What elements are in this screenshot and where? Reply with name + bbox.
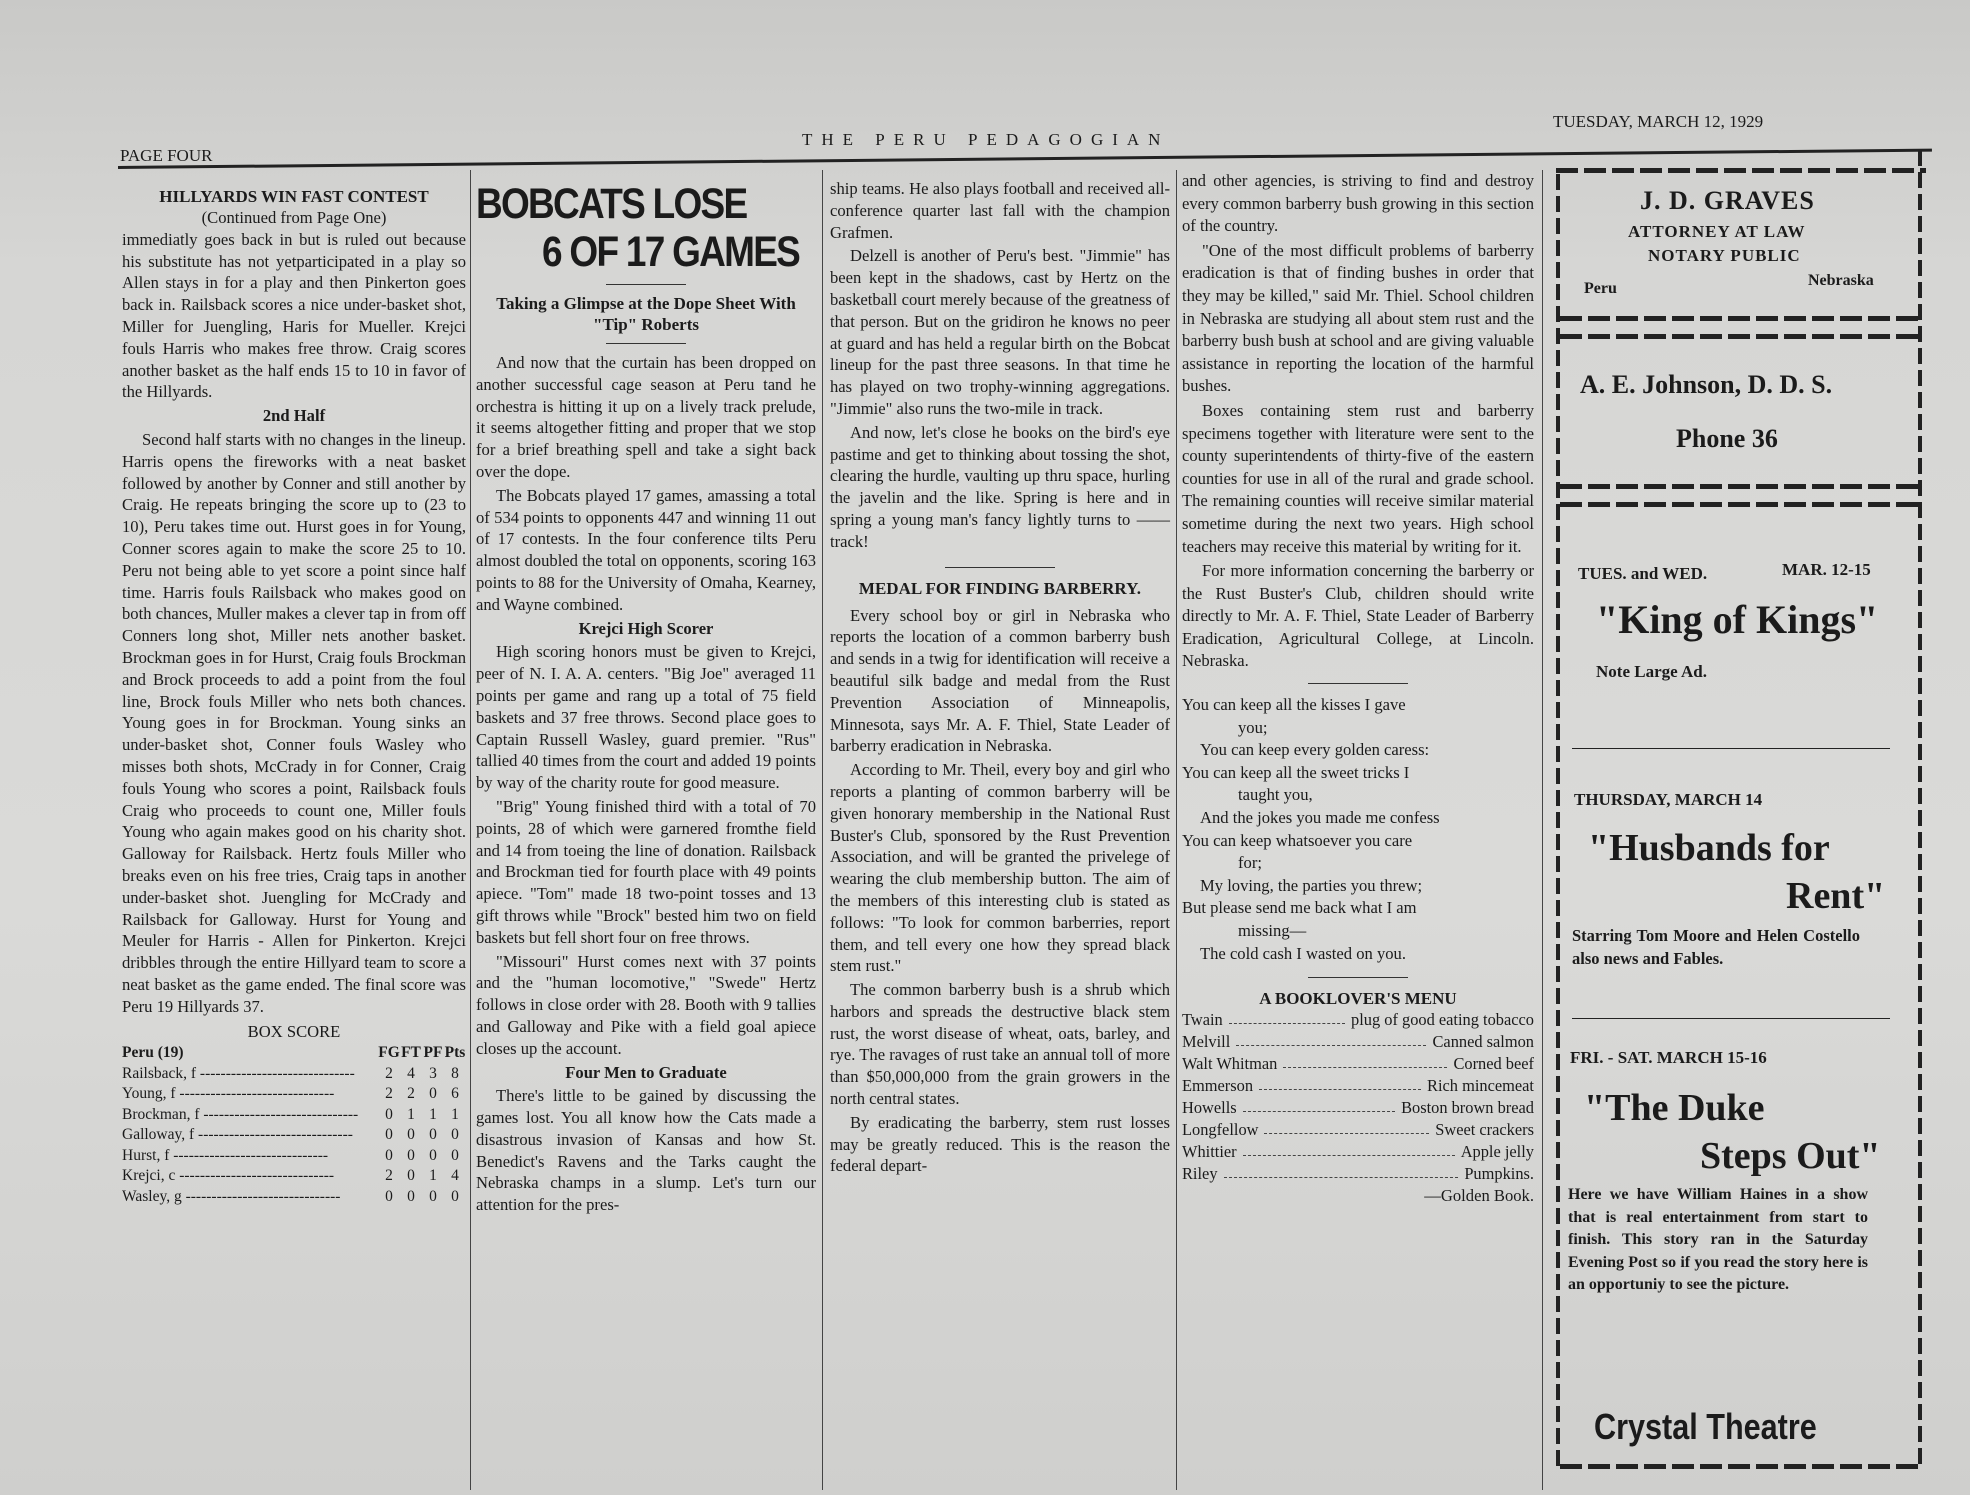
header-rule [118, 149, 1932, 169]
article-paragraph: For more information concerning the barberry or the Rust Buster's Club, children should write directly to Mr. A. F. Thiel, State Leader of Barberry Eradication, Agricultural College, at Lincoln. Nebraska. [1182, 561, 1534, 671]
stat-cell: 1 [407, 1105, 415, 1123]
poem-line: The cold cash I wasted on you. [1200, 943, 1406, 963]
poem-line: And the jokes you made me confess [1200, 808, 1440, 828]
movie-2-title-a: "Husbands for [1588, 827, 1830, 869]
poem-line: You can keep all the kisses I gave [1182, 695, 1406, 715]
ad-divider [1560, 334, 1918, 339]
ad-border-left [1556, 174, 1560, 1470]
menu-author: Riley [1182, 1164, 1218, 1184]
poem [1182, 694, 1534, 965]
stat-cell: 1 [429, 1105, 437, 1123]
stat-cell: 0 [407, 1187, 415, 1205]
graves-line-1: ATTORNEY AT LAW [1628, 222, 1806, 241]
menu-food: plug of good eating tobacco [1351, 1010, 1534, 1030]
masthead: THE PERU PEDAGOGIAN [802, 130, 1170, 149]
leader-dots [1224, 1163, 1459, 1178]
movie-3-title-a: "The Duke [1584, 1087, 1765, 1129]
movie-1-note: Note Large Ad. [1596, 662, 1707, 681]
player-name: Galloway, f ------------------------------ [122, 1126, 353, 1144]
divider [1308, 683, 1408, 684]
box-score-row [122, 1105, 466, 1126]
article-paragraph: Delzell is another of Peru's best. "Jimmie" has been kept in the shadows, cast by Hertz on the basketball court merely because of the greatness of that person. But on the gridiron he knows no peer at guard and has held a regular birth on the Bobcat lineup for the past three seasons. In that time he has played on two trophy-winning aggregations. "Jimmie" also runs the two-mile in track. [830, 246, 1170, 418]
poem-line: You can keep all the sweet tricks I [1182, 762, 1410, 782]
stat-cell: 0 [385, 1126, 393, 1144]
box-score-title: BOX SCORE [247, 1022, 341, 1042]
movie-2-date: THURSDAY, MARCH 14 [1574, 790, 1763, 809]
article-paragraph: And now that the curtain has been dropped on another successful cage season at Peru tand he orchestra is hitting it up on a lively track prelude, it seems altogether fitting and proper that we stop for a brief breathing spell and take a sight back over the dope. [476, 353, 816, 481]
menu-item [1182, 1097, 1534, 1119]
leader-dots [1283, 1053, 1447, 1068]
movie-1-title: "King of Kings" [1596, 597, 1879, 642]
article-paragraph: "One of the most difficult problems of barberry eradication is that of finding bushes in order that they may be killed," said Mr. Thiel. School children in Nebraska are studying all about stem rust and the barberry bush bush at school and are giving valuable assistance in reporting the location of the harmful bushes. [1182, 240, 1534, 396]
menu-title: A BOOKLOVER'S MENU [1259, 989, 1457, 1009]
ad-divider [1560, 484, 1918, 489]
leader-dots [1229, 1009, 1345, 1024]
box-score-row [122, 1084, 466, 1105]
box-score-row [122, 1166, 466, 1187]
stat-cell: 0 [429, 1187, 437, 1205]
stat-cell: 0 [407, 1126, 415, 1144]
menu-author: Whittier [1182, 1142, 1237, 1162]
article-paragraph: The common barberry bush is a shrub which harbors and spreads the destructive black stem rust, the worst disease of wheat, oats, barley, and rye. The ravages of rust take an annual toll of more than $50,000,000 from the grain growers in the north central states. [830, 980, 1170, 1109]
box-head-team: Peru (19) [122, 1044, 184, 1062]
movie-2-title-b: Rent" [1786, 875, 1886, 917]
menu-author: Emmerson [1182, 1076, 1254, 1096]
johnson-name: A. E. Johnson, D. D. S. [1580, 370, 1833, 399]
divider [945, 567, 1055, 568]
movie-3-desc: Here we have William Haines in a show that is real entertainment from start to finish. This story ran in the Saturday Evening Post so if you read the story here is an opportuniy to see the picture. [1568, 1186, 1868, 1293]
stat-cell: 0 [451, 1126, 459, 1144]
movie-2-desc: Starring Tom Moore and Helen Costello also news and Fables. [1572, 926, 1860, 968]
menu-food: Sweet crackers [1435, 1120, 1534, 1140]
leader-dots [1243, 1141, 1455, 1156]
article-paragraph: and other agencies, is striving to find and destroy every common barberry bush growing in this section of the country. [1182, 171, 1534, 236]
article-paragraph: "Missouri" Hurst comes next with 37 points and the "human locomotive," "Swede" Hertz follows in close order with 28. Booth with 9 tallies and Galloway and Pike with a field goal apiece closes up the account. [476, 951, 816, 1058]
poem-line: you; [1238, 717, 1268, 737]
ad-border-bottom [1560, 1464, 1920, 1469]
page-number: PAGE FOUR [120, 146, 213, 165]
stat-cell: 0 [429, 1126, 437, 1144]
article-paragraph: The Bobcats played 17 games, amassing a total of 534 points to opponents 447 and winning 11 out of 17 contests. In the four conference tilts Peru almost doubled the total on opponents, scoring 163 points to 88 for the University of Omaha, Kearney, and Wayne combined. [476, 485, 816, 614]
menu-author: Longfellow [1182, 1120, 1259, 1140]
graves-name: J. D. GRAVES [1640, 186, 1815, 215]
menu-food: Boston brown bread [1401, 1098, 1534, 1118]
article-headline: MEDAL FOR FINDING BARBERRY. [858, 578, 1142, 598]
movie-3-title-b: Steps Out" [1700, 1135, 1881, 1177]
article-paragraph: And now, let's close he books on the bird's eye pastime and get to thinking about tossing the shot, clearing the hurdle, vaulting up thru space, hurling the javelin and the like. Spring is here and in spring a young man's fancy lightly turns to ——track! [830, 422, 1170, 551]
headline-line-2: 6 OF 17 GAMES [542, 228, 800, 276]
movie-1-days: TUES. and WED. [1578, 564, 1708, 583]
column-1 [122, 186, 466, 1207]
movie-3-date: FRI. - SAT. MARCH 15-16 [1570, 1048, 1767, 1067]
leader-dots [1264, 1119, 1429, 1134]
stat-cell: 4 [407, 1064, 415, 1082]
stat-cell: 6 [451, 1085, 459, 1103]
stat-cell: 0 [451, 1187, 459, 1205]
box-score-row [122, 1187, 466, 1208]
box-head-fg: FG [378, 1044, 400, 1062]
movie-1-dates: MAR. 12-15 [1782, 560, 1871, 579]
stat-cell: 0 [407, 1146, 415, 1164]
menu-item [1182, 1031, 1534, 1053]
graves-city: Peru [1584, 280, 1617, 297]
subhead: Krejci High Scorer [578, 618, 714, 638]
menu-item [1182, 1009, 1534, 1031]
column-divider [1176, 170, 1177, 1490]
stat-cell: 0 [429, 1146, 437, 1164]
player-name: Hurst, f ------------------------------ [122, 1146, 329, 1164]
article-paragraph: Boxes containing stem rust and barberry specimens together with literature were sent to the county superintendents of thirty-five of the eastern counties for use in all of the rural and grade school. The remaining counties will receive similar material sometime during the next two years. High school teachers may receive this material by writing for it. [1182, 400, 1534, 556]
continued-note: (Continued from Page One) [201, 208, 387, 227]
poem-line: My loving, the parties you threw; [1200, 875, 1423, 895]
poem-line: You can keep whatsoever you care [1182, 830, 1413, 850]
column-divider [1542, 170, 1543, 1490]
player-name: Railsback, f ------------------------------ [122, 1064, 355, 1082]
column-4 [1182, 170, 1534, 1208]
divider [606, 343, 686, 344]
ad-divider [1560, 502, 1918, 507]
menu-item [1182, 1119, 1534, 1141]
stat-cell: 8 [451, 1064, 459, 1082]
player-name: Young, f ------------------------------ [122, 1085, 335, 1103]
leader-dots [1259, 1075, 1421, 1090]
article-paragraph: By eradicating the barberry, stem rust losses may be greatly reduced. This is the reason the federal depart- [830, 1112, 1170, 1176]
player-name: Brockman, f ------------------------------ [122, 1105, 359, 1123]
box-head-ft: FT [401, 1044, 421, 1062]
box-score-header [122, 1043, 466, 1064]
menu-item [1182, 1163, 1534, 1185]
menu-food: Corned beef [1453, 1054, 1534, 1074]
menu-signature: —Golden Book. [1424, 1186, 1534, 1206]
ad-border-right [1918, 150, 1922, 1470]
column-divider [470, 170, 471, 1490]
stat-cell: 2 [385, 1064, 393, 1082]
menu-author: Melvill [1182, 1032, 1231, 1052]
stat-cell: 0 [385, 1187, 393, 1205]
stat-cell: 3 [429, 1064, 437, 1082]
leader-dots [1243, 1097, 1395, 1112]
ad-rule [1572, 748, 1890, 749]
column-2 [476, 180, 816, 1218]
headline-line-1: BOBCATS LOSE [476, 180, 747, 228]
article-paragraph: ship teams. He also plays football and received all-conference quarter last fall with the champion Grafmen. [830, 179, 1170, 242]
player-name: Wasley, g ------------------------------ [122, 1187, 341, 1205]
article-headline: HILLYARDS WIN FAST CONTEST [159, 187, 429, 206]
menu-item [1182, 1141, 1534, 1163]
menu-food: Canned salmon [1432, 1032, 1534, 1052]
menu-author: Twain [1182, 1010, 1223, 1030]
menu-author: Howells [1182, 1098, 1237, 1118]
article-paragraph: "Brig" Young finished third with a total of 70 points, 28 of which were garnered fromthe field and 14 from toeing the line of donation. Railsback and Brockman tied for fourth place with 49 points apiece. "Tom" made 18 two-point tosses and 13 gift throws while "Brock" bested him two on field baskets but fell short four on free throws. [476, 796, 816, 947]
box-head-pts: Pts [444, 1044, 466, 1062]
poem-line: taught you, [1238, 785, 1313, 805]
leader-dots [1236, 1031, 1426, 1046]
divider [1308, 977, 1408, 978]
graves-line-2: NOTARY PUBLIC [1648, 246, 1801, 265]
stat-cell: 4 [451, 1167, 459, 1185]
stat-cell: 1 [429, 1167, 437, 1185]
subhead: Four Men to Graduate [565, 1062, 727, 1082]
stat-cell: 0 [385, 1146, 393, 1164]
ad-rule [1572, 1018, 1890, 1019]
column-3 [830, 178, 1170, 1179]
stat-cell: 2 [385, 1085, 393, 1103]
graves-state: Nebraska [1808, 272, 1874, 289]
ad-divider [1560, 316, 1918, 321]
box-score-table [122, 1064, 466, 1208]
box-score-row [122, 1125, 466, 1146]
box-head-pf: PF [423, 1044, 443, 1062]
stat-cell: 1 [451, 1105, 459, 1123]
menu-author: Walt Whitman [1182, 1054, 1278, 1074]
issue-date: TUESDAY, MARCH 12, 1929 [1553, 112, 1764, 131]
box-score-row [122, 1146, 466, 1167]
article-paragraph: High scoring honors must be given to Krejci, peer of N. I. A. A. centers. "Big Joe" averaged 11 points per game and rang up a total of 75 field baskets and 37 free throws. Second place goes to Captain Russell Wasley, guard premier. "Rus" tallied 40 times from the court and added 19 points by way of the charity route for good measure. [476, 642, 816, 793]
article-paragraph: immediatly goes back in but is ruled out because his substitute has not yetparticipated in a play so Allen stays in for a play and then Pinkerton goes back in. Railsback scores a nice under-basket shot, Miller for Juengling, Haris for Mueller. Krejci fouls Harris who makes free throw. Craig scores another basket as the half ends 15 to 10 in favor of the Hillyards. [122, 229, 466, 402]
article-paragraph: Every school boy or girl in Nebraska who reports the location of a common barberry bush and sends in a twig for identification will receive a beautiful silk badge and medal from the Rust Prevention Association of Minneapolis, Minnesota, says Mr. A. F. Thiel, State Leader of barberry eradication in Nebraska. [830, 605, 1170, 756]
poem-line: missing— [1238, 921, 1307, 940]
stat-cell: 0 [385, 1105, 393, 1123]
divider [606, 284, 686, 285]
stat-cell: 2 [407, 1085, 415, 1103]
menu-item [1182, 1075, 1534, 1097]
ad-border-top [1556, 168, 1926, 173]
article-deck: Taking a Glimpse at the Dope Sheet With "Tip" Roberts [496, 294, 796, 334]
subhead: 2nd Half [262, 406, 326, 426]
menu-food: Apple jelly [1460, 1142, 1534, 1162]
menu-food: Rich mincemeat [1427, 1076, 1534, 1096]
article-paragraph: There's little to be gained by discussing the games lost. You all know how the Cats made a disastrous invasion of Kansas and how St. Benedict's Ravens and the Tarks caught the Nebraska champs in a slump. Let's turn our attention for the pres- [476, 1086, 816, 1215]
article-paragraph: Second half starts with no changes in the lineup. Harris opens the fireworks with a neat basket followed by another by Conner and still another by Craig. He repeats bringing the score up to (23 to 10), Peru takes time out. Hurst goes in for Young, Conner scores again to make the score 25 to 10. Peru not being able to yet score a point since half time. Harris fouls Railsback who makes good on both chances, Muller makes a clever tap in from off Conners long shot, Miller nets another basket. Brockman goes in for Hurst, Craig fouls Brockman and Brock proceeds to add a point from the foul line, Brock fouls Miller who nets both chances. Young goes in for Brockman. Young sinks an under-basket shot, Conner fouls Wasley who misses both shots, McCrady in for Conner, Craig fouls Young who scores a point, Railsback fouls Craig who proceeds to count one, Miller fouls Young who again makes good on his charity shot. Galloway for Railsback. Hertz fouls Miller who breaks even on his free tries, Craig taps in another under-basket shot. Juengling for McCrady and Railsback for Galloway. Hurst for Young and Meuler for Harris - Allen for Pinkerton. Krejci dribbles through the entire Hillyard team to score a neat basket as the game ended. The final score was Peru 19 Hillyards 37. [122, 429, 466, 1016]
booklover-menu [1182, 1009, 1534, 1185]
poem-line: You can keep every golden caress: [1200, 740, 1430, 760]
stat-cell: 2 [385, 1167, 393, 1185]
article-paragraph: According to Mr. Theil, every boy and girl who reports a planting of common barberry will be given honorary membership in the National Rust Buster's Club, sponsored by the Rust Prevention Association, and will be granted the privelege of wearing the club membership button. The aim of the members of this interesting club is stated as follows: "To look for common barberries, report them, and tell every one how they spread black stem rust." [830, 760, 1170, 976]
stat-cell: 0 [451, 1146, 459, 1164]
poem-line: But please send me back what I am [1182, 898, 1417, 918]
player-name: Krejci, c ------------------------------ [122, 1167, 335, 1185]
stat-cell: 0 [429, 1085, 437, 1103]
poem-line: for; [1238, 853, 1262, 873]
column-divider [822, 170, 823, 1490]
theatre-name: Crystal Theatre [1594, 1406, 1817, 1447]
box-score-row [122, 1064, 466, 1085]
menu-food: Pumpkins. [1464, 1164, 1534, 1184]
menu-item [1182, 1053, 1534, 1075]
stat-cell: 0 [407, 1167, 415, 1185]
johnson-phone: Phone 36 [1676, 424, 1778, 453]
